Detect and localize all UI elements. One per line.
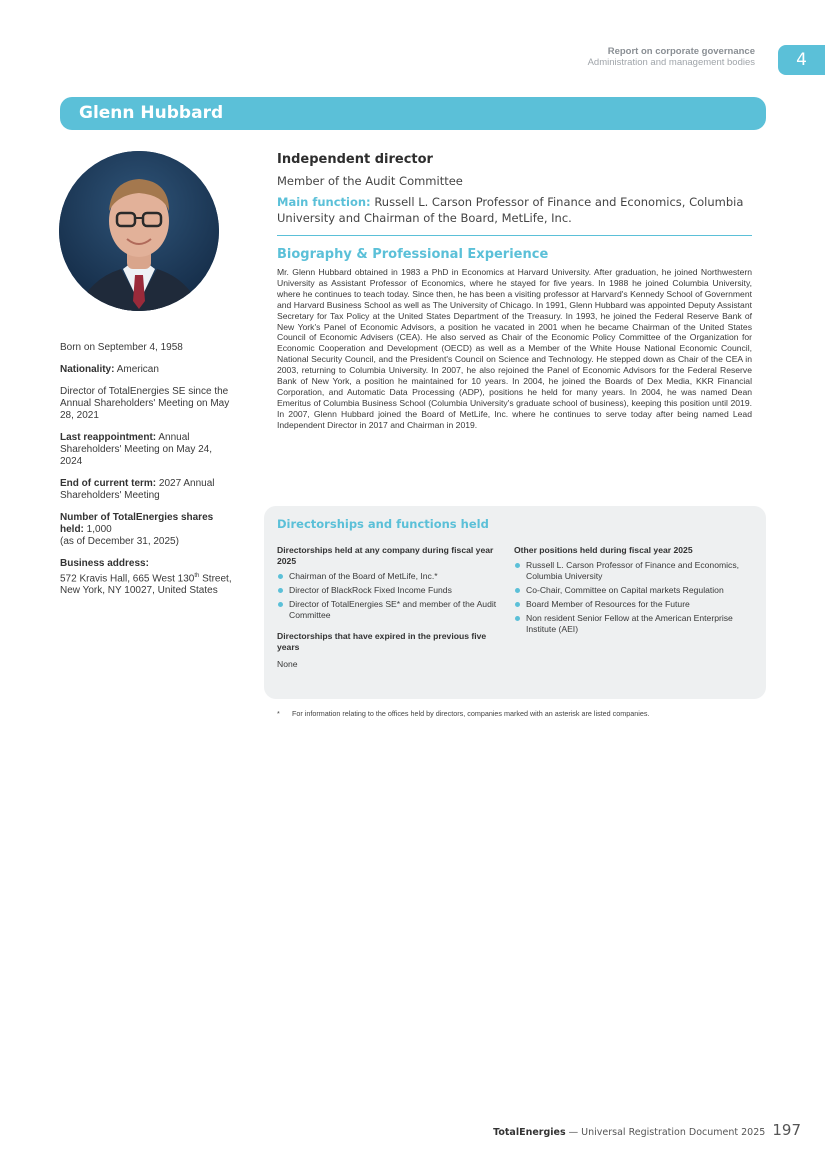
address-label: Business address: [60, 558, 149, 569]
nationality [60, 364, 235, 376]
biography-text: Mr. Glenn Hubbard obtained in 1983 a PhD in Economics at Harvard University. After graduation, he joined Northwestern University as Assistant Professor of Economics, where he stayed for five years. In 1988 he joined Columbia University, where he continues to teach today. Since then, he has been a visiting professor at Harvard's Kennedy School of Government and Harvard Business School as well as The University of Chicago. In 1991, Glenn Hubbard was appointed Deputy Assistant Secretary for Tax Policy at the United States Department of the Treasury. In 1993, he joined the Federal Reserve Bank of New York's Panel of Economic Advisors, a position he vacated in 2001 when he became Chairman of the United States Council of Economic Advisers (CEA). He also served as Chair of the Economic Policy Committee of the Organization for Economic Cooperation and Development (OECD) as well as a Member of the White House National Economic Council, National Security Council, and the President's Council on Science and Technology. He stepped down as Chair of the CEA in 2003, returning to Columbia University. In 2007, he also rejoined the Panel of Economic Advisors for the Federal Reserve Bank of New York, a position he maintained for 10 years. In 2004, he joined the Boards of Dex Media, KKR Financial Corporation, and Automatic Data Processing (ADP), positions he held for many years. In 2004, he was named Dean Emeritus of Columbia Business School (Columbia University's graduate school of business), keeping this position until 2019. In 2007, Glenn Hubbard joined the Board of MetLife, Inc. where he continues to serve today after being named Lead Independent Director in 2017 and Chairman in 2019. [277, 267, 752, 430]
current-directorships-list [277, 571, 497, 621]
footnote-text: For information relating to the offices held by directors, companies marked with an asterisk are listed companies. [292, 709, 650, 718]
footer-document: — Universal Registration Document 2025 [568, 1127, 766, 1138]
business-address [60, 558, 235, 597]
main-function-label: Main function: [277, 195, 371, 209]
section-title: Report on corporate governance [607, 46, 755, 57]
address-sup: th [194, 573, 200, 579]
nationality-value: American [116, 364, 159, 375]
list-item: Director of BlackRock Fixed Income Funds [277, 585, 497, 596]
nationality-label: Nationality: [60, 364, 115, 375]
expired-directorships-heading: Directorships that have expired in the previous five years [277, 631, 487, 652]
portrait-photo [59, 151, 219, 311]
list-item: Board Member of Resources for the Future [514, 599, 754, 610]
directorships-left-column [277, 545, 497, 670]
shares-value: 1,000 [86, 524, 112, 535]
footnote [277, 709, 649, 718]
current-directorships-heading: Directorships held at any company during fiscal year 2025 [277, 545, 494, 566]
main-function-value: Russell L. Carson Professor of Finance and Economics, Columbia University and Chairman of the Board, MetLife, Inc. [277, 195, 744, 225]
last-reappointment [60, 432, 235, 468]
list-item: Non resident Senior Fellow at the American Enterprise Institute (AEI) [514, 613, 754, 635]
end-of-term [60, 478, 235, 502]
shares-held [60, 512, 235, 548]
list-item: Chairman of the Board of MetLife, Inc.* [277, 571, 497, 582]
expired-directorships-value: None [277, 659, 298, 669]
biography-heading: Biography & Professional Experience [277, 247, 549, 262]
director-facts [60, 342, 235, 607]
chapter-tab: 4 [778, 45, 825, 75]
term-value: 2027 Annual Shareholders' Meeting [60, 478, 215, 501]
reappointment-label: Last reappointment: [60, 432, 157, 443]
portrait-illustration [59, 151, 219, 311]
other-positions-heading: Other positions held during fiscal year 2025 [514, 545, 693, 555]
name-banner [60, 97, 766, 130]
footer-brand: TotalEnergies [493, 1127, 566, 1138]
list-item: Co-Chair, Committee on Capital markets Regulation [514, 585, 754, 596]
shares-date: (as of December 31, 2025) [60, 536, 179, 547]
directorships-panel [264, 506, 766, 699]
list-item: Director of TotalEnergies SE* and member of the Audit Committee [277, 599, 497, 621]
reappointment-value: Annual Shareholders' Meeting on May 24, 2024 [60, 432, 212, 467]
divider [277, 235, 752, 236]
director-since: Director of TotalEnergies SE since the Annual Shareholders' Meeting on May 28, 2021 [60, 386, 230, 421]
birth-date: Born on September 4, 1958 [60, 342, 183, 353]
main-column [277, 152, 752, 431]
directorships-heading: Directorships and functions held [277, 517, 489, 531]
committee-membership: Member of the Audit Committee [277, 174, 463, 188]
main-function [277, 194, 752, 226]
person-name: Glenn Hubbard [79, 103, 224, 123]
section-subtitle: Administration and management bodies [587, 57, 755, 68]
address-line1: 572 Kravis Hall, 665 West 130 [60, 573, 195, 585]
role-title: Independent director [277, 152, 433, 167]
footnote-marker: * [277, 709, 280, 718]
list-item: Russell L. Carson Professor of Finance and Economics, Columbia University [514, 560, 754, 582]
other-positions-list [514, 560, 754, 635]
shares-label: Number of TotalEnergies shares held: [60, 512, 214, 535]
directorships-right-column [514, 545, 754, 645]
term-label: End of current term: [60, 478, 157, 489]
page-footer [493, 1121, 801, 1139]
page-number: 197 [772, 1121, 801, 1139]
address-line2: Street, New York, NY 10027, United States [60, 573, 232, 597]
running-header [588, 46, 755, 68]
